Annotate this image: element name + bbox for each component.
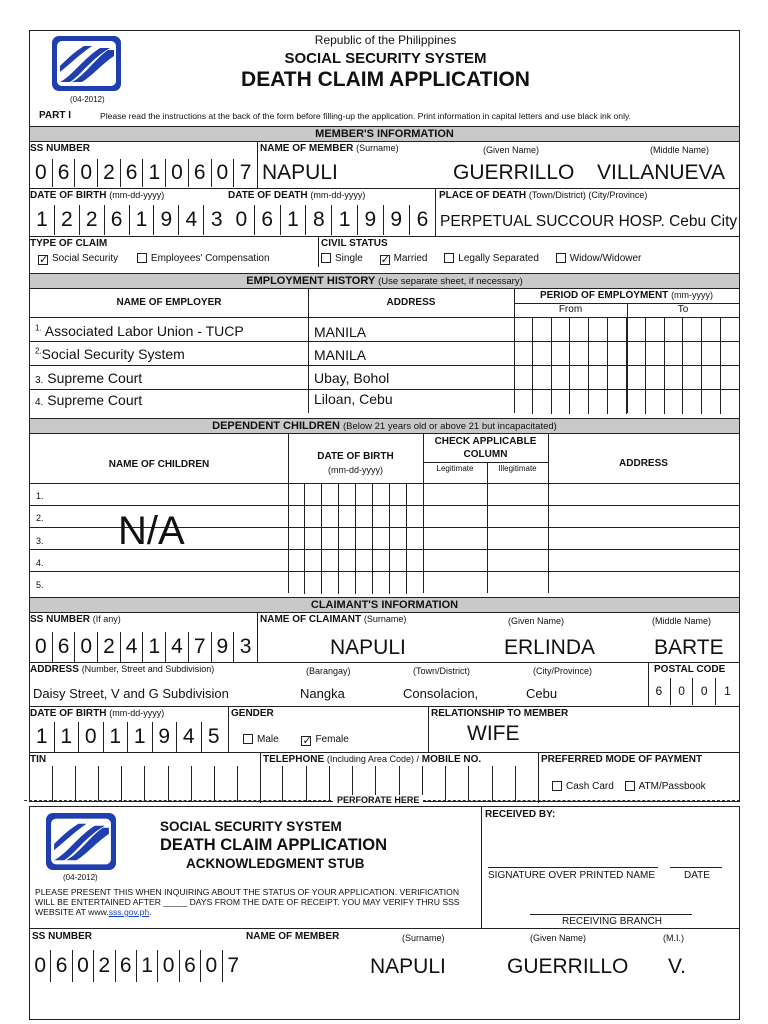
ss-digit: 0: [30, 950, 51, 982]
employment-row: $^{1.}$ Associated Labor Union - TUCP: [35, 323, 244, 339]
ss-digit: 1: [137, 950, 158, 982]
dod-digit: 9: [358, 205, 384, 235]
claim-type-employees-compensation[interactable]: Employees' Compensation: [137, 253, 270, 264]
gender-male[interactable]: Male: [243, 734, 279, 745]
given-name-hint: (Given Name): [483, 145, 540, 155]
civil-status-label: CIVIL STATUS: [321, 238, 388, 249]
employment-row: 3. Supreme Court: [35, 370, 143, 386]
death-claim-form: [29, 30, 740, 802]
dod-digit: 9: [384, 205, 410, 235]
member-dob-digits: [30, 205, 229, 235]
col-children-address: ADDRESS: [619, 458, 668, 469]
claimant-city: Cebu: [526, 686, 558, 701]
child-row-num: 2.: [36, 513, 44, 523]
employment-address: Liloan, Cebu: [314, 391, 393, 407]
dod-digit: 6: [255, 205, 281, 235]
stub-ss-number: [30, 950, 244, 982]
civil-widow-widower[interactable]: Widow/Widower: [556, 253, 642, 264]
stub-mi-hint: (M.I.): [663, 933, 684, 943]
child-row-num: 5.: [36, 580, 44, 590]
claimant-middle-name: BARTE: [654, 636, 724, 659]
col-legitimate: Legitimate: [436, 464, 474, 473]
claim-type-options: [38, 253, 270, 265]
child-row-num: 3.: [36, 536, 44, 546]
postal-digit: 0: [671, 678, 694, 705]
employment-address: Ubay, Bohol: [314, 370, 390, 386]
dob-digit: 9: [153, 722, 178, 752]
col-children-dob-hint: (mm-dd-yyyy): [328, 465, 383, 475]
ss-digit: 6: [51, 950, 72, 982]
claimant-middle-hint: (Middle Name): [652, 616, 712, 626]
dob-digit: 4: [177, 722, 202, 752]
ss-digit: 0: [30, 159, 53, 187]
claimant-address-label: ADDRESS (Number, Street and Subdivision): [30, 664, 215, 675]
gender-options: [243, 734, 349, 746]
date-label: DATE: [684, 870, 710, 881]
claimant-barangay: Nangka: [300, 686, 345, 701]
acknowledgment-stub: [29, 806, 740, 1020]
dob-digit: 1: [30, 205, 55, 235]
ss-digit: 1: [143, 632, 166, 662]
claim-type-social-security[interactable]: ✓ Social Security: [39, 253, 119, 266]
barangay-hint: (Barangay): [306, 666, 351, 676]
employment-address: MANILA: [314, 347, 367, 363]
ss-digit: 3: [239, 635, 252, 658]
dob-digit: 4: [179, 205, 204, 235]
stub-note: PLEASE PRESENT THIS WHEN INQUIRING ABOUT THE STATUS OF YOUR APPLICATION. VERIFICATION WILL BE ENTERTAINED AFTER _____ DAYS FROM THE DATE OF RECEIPT. YOU MAY VERIFY THRU SSS WEBSITE AT www.sss.gov.ph.: [35, 887, 460, 917]
dob-digit: 1: [30, 722, 55, 752]
sss-stub-logo-icon: [46, 813, 116, 870]
civil-married[interactable]: ✓ Married: [380, 253, 428, 266]
stub-mi: V.: [668, 955, 686, 978]
claimant-town: Consolacion,: [403, 686, 479, 701]
employment-row: $^{2.}$Social Security System: [35, 346, 185, 362]
col-check-applicable: CHECK APPLICABLE COLUMN: [434, 436, 537, 460]
page-title: DEATH CLAIM APPLICATION: [241, 68, 530, 91]
stub-given-name: GUERRILLO: [507, 955, 629, 978]
dod-digit: 6: [416, 208, 429, 231]
payment-label: PREFERRED MODE OF PAYMENT: [541, 754, 703, 765]
claimant-name-label: NAME OF CLAIMANT (Surname): [260, 614, 407, 625]
received-by-label: RECEIVED BY:: [485, 809, 556, 820]
ss-digit: 0: [201, 950, 222, 982]
ss-digit: 6: [116, 950, 137, 982]
dob-digit: 5: [207, 725, 220, 748]
stub-given-hint: (Given Name): [530, 933, 587, 943]
claimant-street: Daisy Street, V and G Subdivision: [33, 686, 229, 701]
payment-cash-card[interactable]: Cash Card: [552, 781, 614, 792]
civil-legally-separated[interactable]: Legally Separated: [444, 253, 539, 264]
col-children-name: NAME OF CHILDREN: [108, 459, 210, 470]
ss-digit: 6: [180, 950, 201, 982]
col-employer: NAME OF EMPLOYER: [116, 297, 222, 308]
city-hint: (City/Province): [533, 666, 593, 676]
dob-digit: 3: [210, 208, 223, 231]
gender-female[interactable]: ✓ Female: [302, 734, 349, 747]
claimant-postal-code: [648, 678, 739, 705]
sss-website-link[interactable]: sss.gov.ph: [108, 907, 150, 917]
claimant-dob-digits: [30, 722, 226, 752]
claimant-given-hint: (Given Name): [508, 616, 565, 626]
col-children-dob: DATE OF BIRTH: [317, 451, 394, 462]
payment-options: [552, 781, 706, 792]
employment-row: 4. Supreme Court: [35, 392, 143, 408]
town-hint: (Town/District): [413, 666, 471, 676]
member-pod-label: PLACE OF DEATH (Town/District) (City/Province): [439, 190, 648, 201]
employment-history-header: EMPLOYMENT HISTORY (Use separate sheet, if necessary): [30, 273, 739, 289]
receiving-branch-label: RECEIVING BRANCH: [562, 916, 663, 927]
child-row-num: 1.: [36, 491, 44, 501]
claimant-given-name: ERLINDA: [504, 636, 596, 659]
ss-digit: 0: [166, 159, 189, 187]
ss-digit: 0: [30, 632, 53, 662]
dob-digit: 2: [80, 205, 105, 235]
ss-digit: 6: [53, 159, 76, 187]
stub-name-label: NAME OF MEMBER: [246, 931, 340, 942]
children-dob-grid: [288, 483, 423, 594]
ss-digit: 7: [239, 161, 252, 184]
signature-label: SIGNATURE OVER PRINTED NAME: [488, 870, 656, 881]
ss-digit: 0: [212, 159, 235, 187]
ss-digit: 7: [189, 632, 212, 662]
relationship-label: RELATIONSHIP TO MEMBER: [431, 708, 569, 719]
postal-digit: 6: [648, 678, 671, 705]
ss-digit: 2: [94, 950, 115, 982]
member-surname: NAPULI: [262, 161, 338, 184]
stub-ss-label: SS NUMBER: [32, 931, 93, 942]
claimant-relationship: WIFE: [467, 722, 520, 745]
dob-digit: 0: [79, 722, 104, 752]
telephone-label: TELEPHONE (Including Area Code) / MOBILE NO.: [263, 754, 482, 765]
gender-label: GENDER: [231, 708, 274, 719]
ss-digit: 6: [121, 159, 144, 187]
ss-digit: 7: [227, 954, 240, 977]
republic-label: Republic of the Philippines: [314, 33, 457, 47]
dependent-children-header: DEPENDENT CHILDREN (Below 21 years old or above 21 but incapacitated): [30, 418, 739, 434]
dob-digit: 1: [128, 722, 153, 752]
instructions: Please read the instructions at the back of the form before filling-up the application. Print information in capital letters and use black ink only.: [100, 111, 632, 121]
dob-digit: 9: [154, 205, 179, 235]
member-place-of-death: PERPETUAL SUCCOUR HOSP. Cebu City: [440, 213, 738, 230]
dod-digit: 8: [306, 205, 332, 235]
dob-digit: 1: [130, 205, 155, 235]
ss-digit: 0: [75, 159, 98, 187]
postal-code-label: POSTAL CODE: [654, 664, 726, 675]
dob-digit: 2: [55, 205, 80, 235]
ss-digit: 0: [73, 950, 94, 982]
dob-digit: 6: [105, 205, 130, 235]
payment-atm-passbook[interactable]: ATM/Passbook: [625, 781, 706, 792]
member-dob-label: DATE OF BIRTH (mm-dd-yyyy): [30, 190, 165, 201]
stub-surname-hint: (Surname): [402, 933, 445, 943]
claimant-ss-number: [30, 632, 257, 662]
ss-digit: 4: [121, 632, 144, 662]
claimant-surname: NAPULI: [330, 636, 406, 659]
member-dod-label: DATE OF DEATH (mm-dd-yyyy): [228, 190, 366, 201]
form-version: (04-2012): [70, 95, 105, 104]
postal-digit: 0: [693, 678, 716, 705]
ss-digit: 6: [53, 632, 76, 662]
tin-label: TIN: [30, 754, 47, 765]
dod-digit: 1: [281, 205, 307, 235]
children-na-text: N/A: [118, 509, 185, 553]
stub-subtitle: ACKNOWLEDGMENT STUB: [186, 856, 365, 871]
stub-surname: NAPULI: [370, 955, 446, 978]
civil-status-options: [321, 253, 641, 265]
dod-digit: 0: [229, 205, 255, 235]
ss-digit: 0: [75, 632, 98, 662]
agency-name: SOCIAL SECURITY SYSTEM: [284, 50, 487, 67]
members-information-header: MEMBER'S INFORMATION: [30, 126, 739, 142]
stub-agency: SOCIAL SECURITY SYSTEM: [160, 819, 342, 834]
child-row-num: 4.: [36, 558, 44, 568]
col-period: PERIOD OF EMPLOYMENT (mm-yyyy): [539, 290, 714, 301]
member-dod-digits: [229, 205, 435, 235]
postal-digit: 1: [724, 684, 731, 698]
member-ss-label: SS NUMBER: [30, 143, 91, 154]
dob-digit: 1: [55, 722, 80, 752]
tin-grid: [30, 766, 260, 802]
member-name-label: NAME OF MEMBER (Surname): [260, 143, 399, 154]
ss-digit: 4: [166, 632, 189, 662]
claimant-ss-label: SS NUMBER (If any): [30, 614, 121, 625]
member-given-name: GUERRILLO: [453, 161, 575, 184]
stub-form-version: (04-2012): [63, 873, 98, 882]
member-middle-name: VILLANUEVA: [597, 161, 725, 184]
civil-single[interactable]: Single: [321, 253, 363, 264]
member-ss-number: [30, 159, 257, 187]
period-from: From: [558, 304, 583, 315]
perforate-label: PERFORATE HERE: [333, 795, 423, 805]
dod-digit: 1: [332, 205, 358, 235]
ss-digit: 2: [98, 159, 121, 187]
claimants-information-header: CLAIMANT'S INFORMATION: [30, 597, 739, 613]
period-to: To: [677, 304, 689, 315]
col-address: ADDRESS: [386, 297, 436, 308]
dob-digit: 1: [104, 722, 129, 752]
claimant-dob-label: DATE OF BIRTH (mm-dd-yyyy): [30, 708, 165, 719]
claim-type-label: TYPE OF CLAIM: [30, 238, 108, 249]
ss-digit: 9: [212, 632, 235, 662]
part-label: PART I: [39, 110, 72, 121]
stub-title: DEATH CLAIM APPLICATION: [160, 836, 388, 854]
middle-name-hint: (Middle Name): [650, 145, 710, 155]
employment-address: MANILA: [314, 324, 367, 340]
col-illegitimate: Illegitimate: [498, 464, 537, 473]
ss-digit: 6: [189, 159, 212, 187]
ss-digit: 1: [143, 159, 166, 187]
ss-digit: 0: [158, 950, 179, 982]
ss-digit: 2: [98, 632, 121, 662]
